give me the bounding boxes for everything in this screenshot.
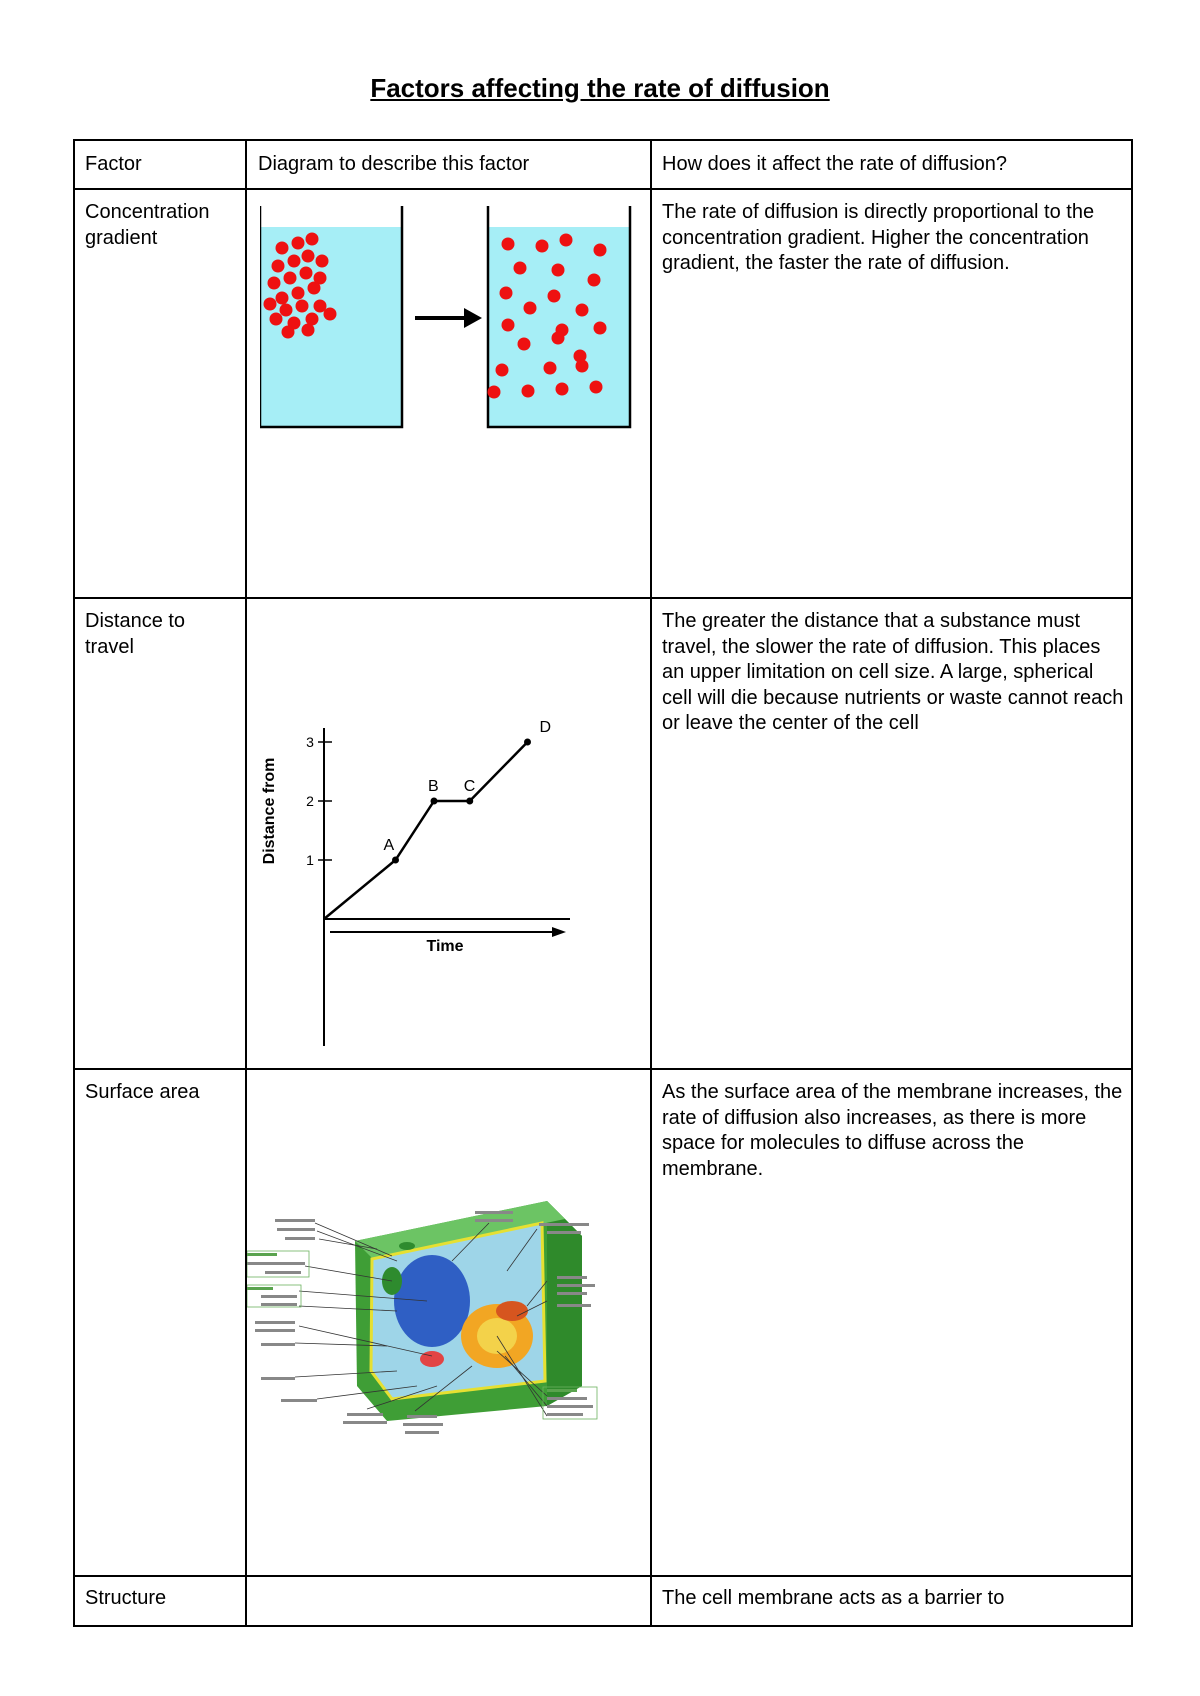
particle <box>496 364 509 377</box>
row-description-concentration: The rate of diffusion is directly proportional to the concentration gradient. Higher the concentration gradient, the faster the rate of diffusion. <box>662 201 1095 274</box>
particle <box>576 304 589 317</box>
row-description-distance: The greater the distance that a substance must travel, the slower the rate of diffusion. This places an upper limitation on cell size. A large, spherical cell will die because nutrients or waste cannot reach or leave the center of the cell <box>662 610 1124 734</box>
y-tick-label: 1 <box>306 852 314 868</box>
concentration-gradient-diagram <box>260 206 650 436</box>
graph-point-label: D <box>539 719 552 736</box>
graph-point-label: B <box>428 778 439 795</box>
particle <box>518 338 531 351</box>
table-rule <box>75 188 1131 190</box>
particle <box>270 313 283 326</box>
particle <box>264 298 277 311</box>
particle <box>560 234 573 247</box>
particle <box>576 360 589 373</box>
beaker-water-left <box>260 227 402 427</box>
rough-er <box>496 1301 528 1321</box>
arrowhead-icon <box>464 308 482 328</box>
factors-table <box>73 139 1133 1627</box>
particle <box>590 381 603 394</box>
particle <box>514 262 527 275</box>
row-factor-structure: Structure <box>85 1587 167 1609</box>
table-rule <box>75 1575 1131 1577</box>
particle <box>296 300 309 313</box>
particle <box>308 282 321 295</box>
particle <box>594 244 607 257</box>
particle <box>316 255 329 268</box>
particle <box>544 362 557 375</box>
row-description-structure: The cell membrane acts as a barrier to <box>662 1587 1005 1609</box>
particle <box>292 237 305 250</box>
particle <box>300 267 313 280</box>
particle <box>536 240 549 253</box>
page-title: Factors affecting the rate of diffusion <box>370 73 830 103</box>
particle <box>280 304 293 317</box>
graph-point-label: A <box>383 837 395 854</box>
vacuole <box>394 1255 470 1347</box>
distance-time-graph <box>260 716 650 1046</box>
x-axis-label: Time <box>426 938 464 955</box>
graph-point <box>524 739 531 746</box>
y-axis-label: Distance from <box>261 757 278 865</box>
distance-line <box>324 742 528 919</box>
row-description-surface-area: As the surface area of the membrane increases, the rate of diffusion also increases, as there is more space for molecules to diffuse across the membrane. <box>662 1081 1123 1180</box>
table-rule <box>75 1068 1131 1070</box>
particle <box>488 386 501 399</box>
particle <box>268 277 281 290</box>
mitochondrion <box>420 1351 444 1367</box>
header-diagram: Diagram to describe this factor <box>258 153 530 175</box>
particle <box>306 233 319 246</box>
chloroplast <box>399 1242 415 1250</box>
graph-point <box>392 857 399 864</box>
y-tick-label: 2 <box>306 793 314 809</box>
graph-point <box>466 798 473 805</box>
table-rule <box>75 597 1131 599</box>
particle <box>282 326 295 339</box>
particle <box>500 287 513 300</box>
particle <box>292 287 305 300</box>
row-factor-concentration: Concentration gradient <box>85 201 210 249</box>
particle <box>502 238 515 251</box>
row-factor-distance: Distance to travel <box>85 610 186 658</box>
particle <box>324 308 337 321</box>
graph-point <box>431 798 438 805</box>
y-ticks <box>306 734 332 868</box>
particle <box>552 264 565 277</box>
y-tick-label: 3 <box>306 734 314 750</box>
particle <box>502 319 515 332</box>
particle <box>522 385 535 398</box>
particle <box>552 332 565 345</box>
particle <box>276 292 289 305</box>
row-factor-surface-area: Surface area <box>85 1081 200 1103</box>
particle <box>302 324 315 337</box>
particle <box>288 255 301 268</box>
header-effect: How does it affect the rate of diffusion? <box>662 153 1008 175</box>
particle <box>284 272 297 285</box>
header-factor: Factor <box>85 153 142 175</box>
particle <box>548 290 561 303</box>
plant-cell-diagram <box>247 1131 647 1461</box>
graph-point-label: C <box>463 778 476 795</box>
particle <box>302 250 315 263</box>
table-rule <box>650 141 652 1625</box>
particle <box>272 260 285 273</box>
particle <box>588 274 601 287</box>
particle <box>524 302 537 315</box>
particle <box>556 383 569 396</box>
time-arrowhead-icon <box>552 927 566 937</box>
particle <box>594 322 607 335</box>
particle <box>276 242 289 255</box>
